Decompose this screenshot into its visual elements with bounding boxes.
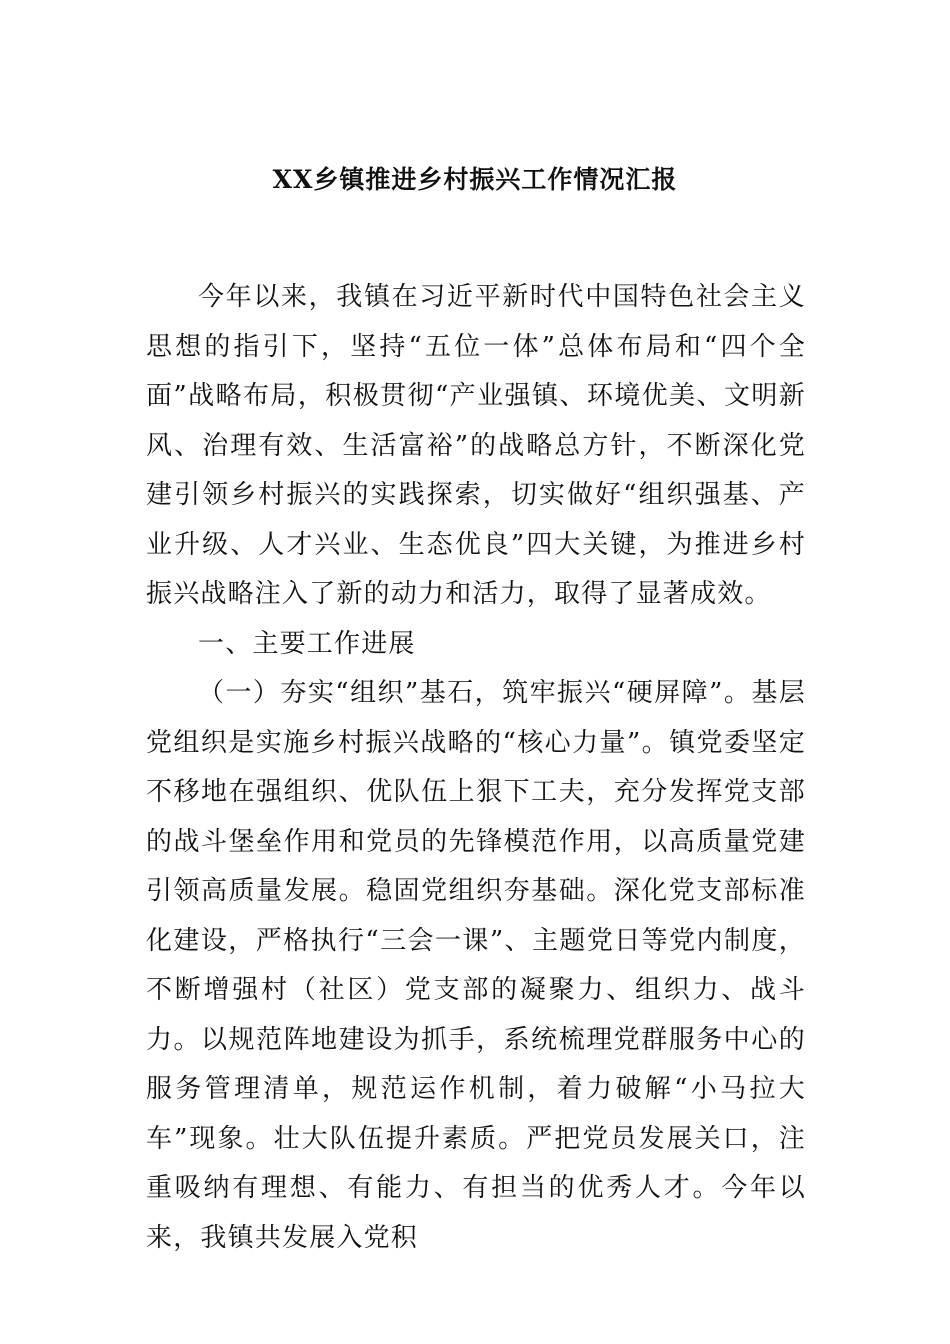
section-paragraph: （一）夯实“组织”基石，筑牢振兴“硬屏障”。基层党组织是实施乡村振兴战略的“核心力量”。镇党委坚定不移地在强组织、优队伍上狠下工夫，充分发挥党支部的战斗堡垒作用和党员的先锋模范作用，以高质量党建引领高质量发展。稳固党组织夯基础。深化党支部标准化建设，严格执行“三会一课”、主题党日等党内制度，不断增强村（社区）党支部的凝聚力、组织力、战斗力。以规范阵地建设为抓手，系统梳理党群服务中心的服务管理清单，规范运作机制，着力破解“小马拉大车”现象。壮大队伍提升素质。严把党员发展关口，注重吸纳有理想、有能力、有担当的优秀人才。今年以来，我镇共发展入党积 — [146, 678, 806, 1253]
document-title: XX乡镇推进乡村振兴工作情况汇报 — [272, 165, 678, 194]
intro-paragraph: 今年以来，我镇在习近平新时代中国特色社会主义思想的指引下，坚持“五位一体”总体布局和“四个全面”战略布局，积极贯彻“产业强镇、环境优美、文明新风、治理有效、生活富裕”的战略总方针，不断深化党建引领乡村振兴的实践探索，切实做好“组织强基、产业升级、人才兴业、生态优良”四大关键，为推进乡村振兴战略注入了新的动力和活力，取得了显著成效。 — [146, 282, 806, 609]
document-body — [146, 273, 806, 1263]
section-heading: 一、主要工作进展 — [198, 628, 416, 659]
